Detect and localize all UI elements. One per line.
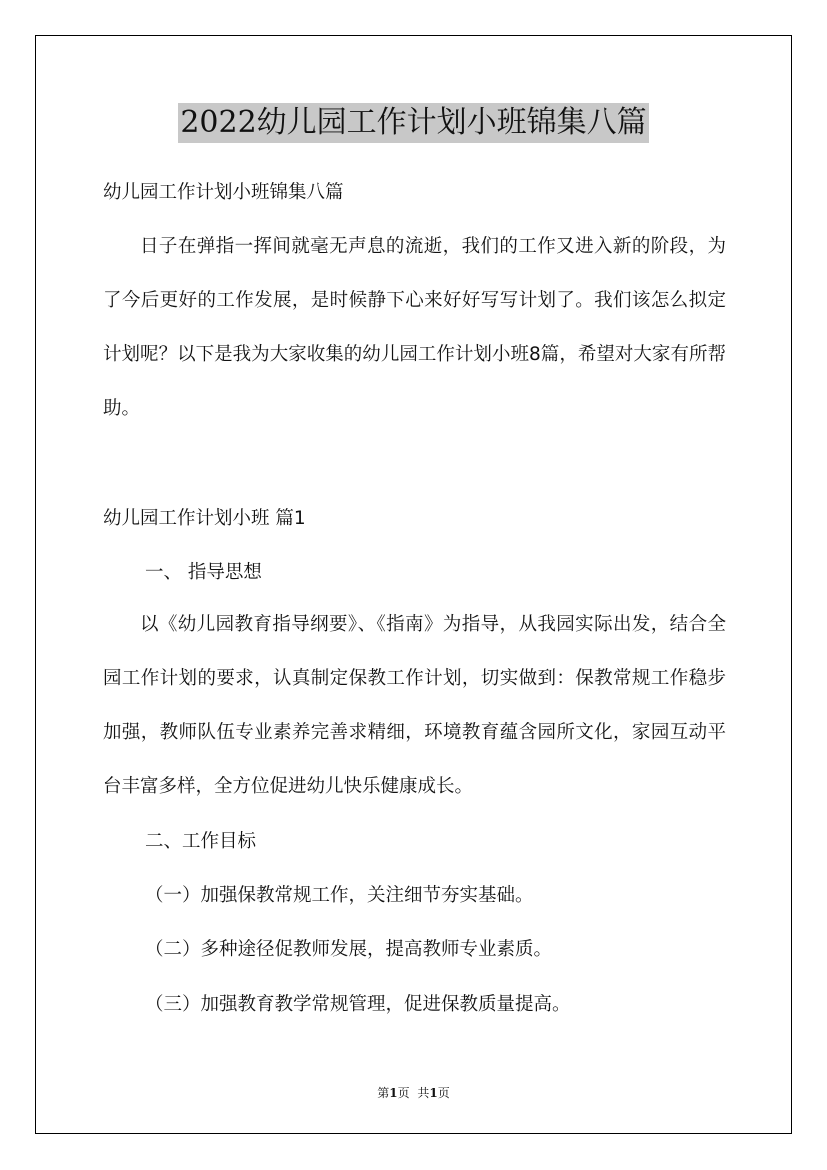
goal-item: （二）多种途径促教师发展，提高教师专业素质。 [145,939,553,960]
footer-total-prefix: 共 [417,1086,430,1100]
guiding-thought-paragraph: 以《幼儿园教育指导纲要》、《指南》为指导，从我园实际出发，结合全园工作计划的要求，认真制定保教工作计划，切实做到：保教常规工作稳步加强，教师队伍专业素养完善求精细，环境教育蕴含园所文化，家园互动平台丰富多样，全方位促进幼儿快乐健康成长。 [103,614,726,797]
goal-item: （一）加强保教常规工作，关注细节夯实基础。 [145,885,534,906]
document-subtitle: 幼儿园工作计划小班锦集八篇 [103,182,344,203]
intro-paragraph: 日子在弹指一挥间就毫无声息的流逝，我们的工作又进入新的阶段，为了今后更好的工作发展，是时候静下心来好好写写计划了。我们该怎么拟定计划呢？以下是我为大家收集的幼儿园工作计划小班8篇，希望对大家有所帮助。 [103,236,726,419]
goal-item: （三）加强教育教学常规管理，促进保教质量提高。 [145,994,571,1015]
title-container [0,103,827,143]
footer-total-number: 1 [429,1086,438,1100]
footer-page-suffix: 页 [397,1086,410,1100]
document-title: 2022幼儿园工作计划小班锦集八篇 [178,103,648,143]
heading-guiding-thought: 一、 指导思想 [145,562,262,583]
section-heading: 幼儿园工作计划小班 篇1 [103,508,306,529]
footer-page-prefix: 第 [377,1086,390,1100]
footer-total-suffix: 页 [437,1086,450,1100]
heading-work-goals: 二、工作目标 [145,831,257,852]
page-footer [0,1084,827,1101]
footer-page-number: 1 [389,1086,398,1100]
